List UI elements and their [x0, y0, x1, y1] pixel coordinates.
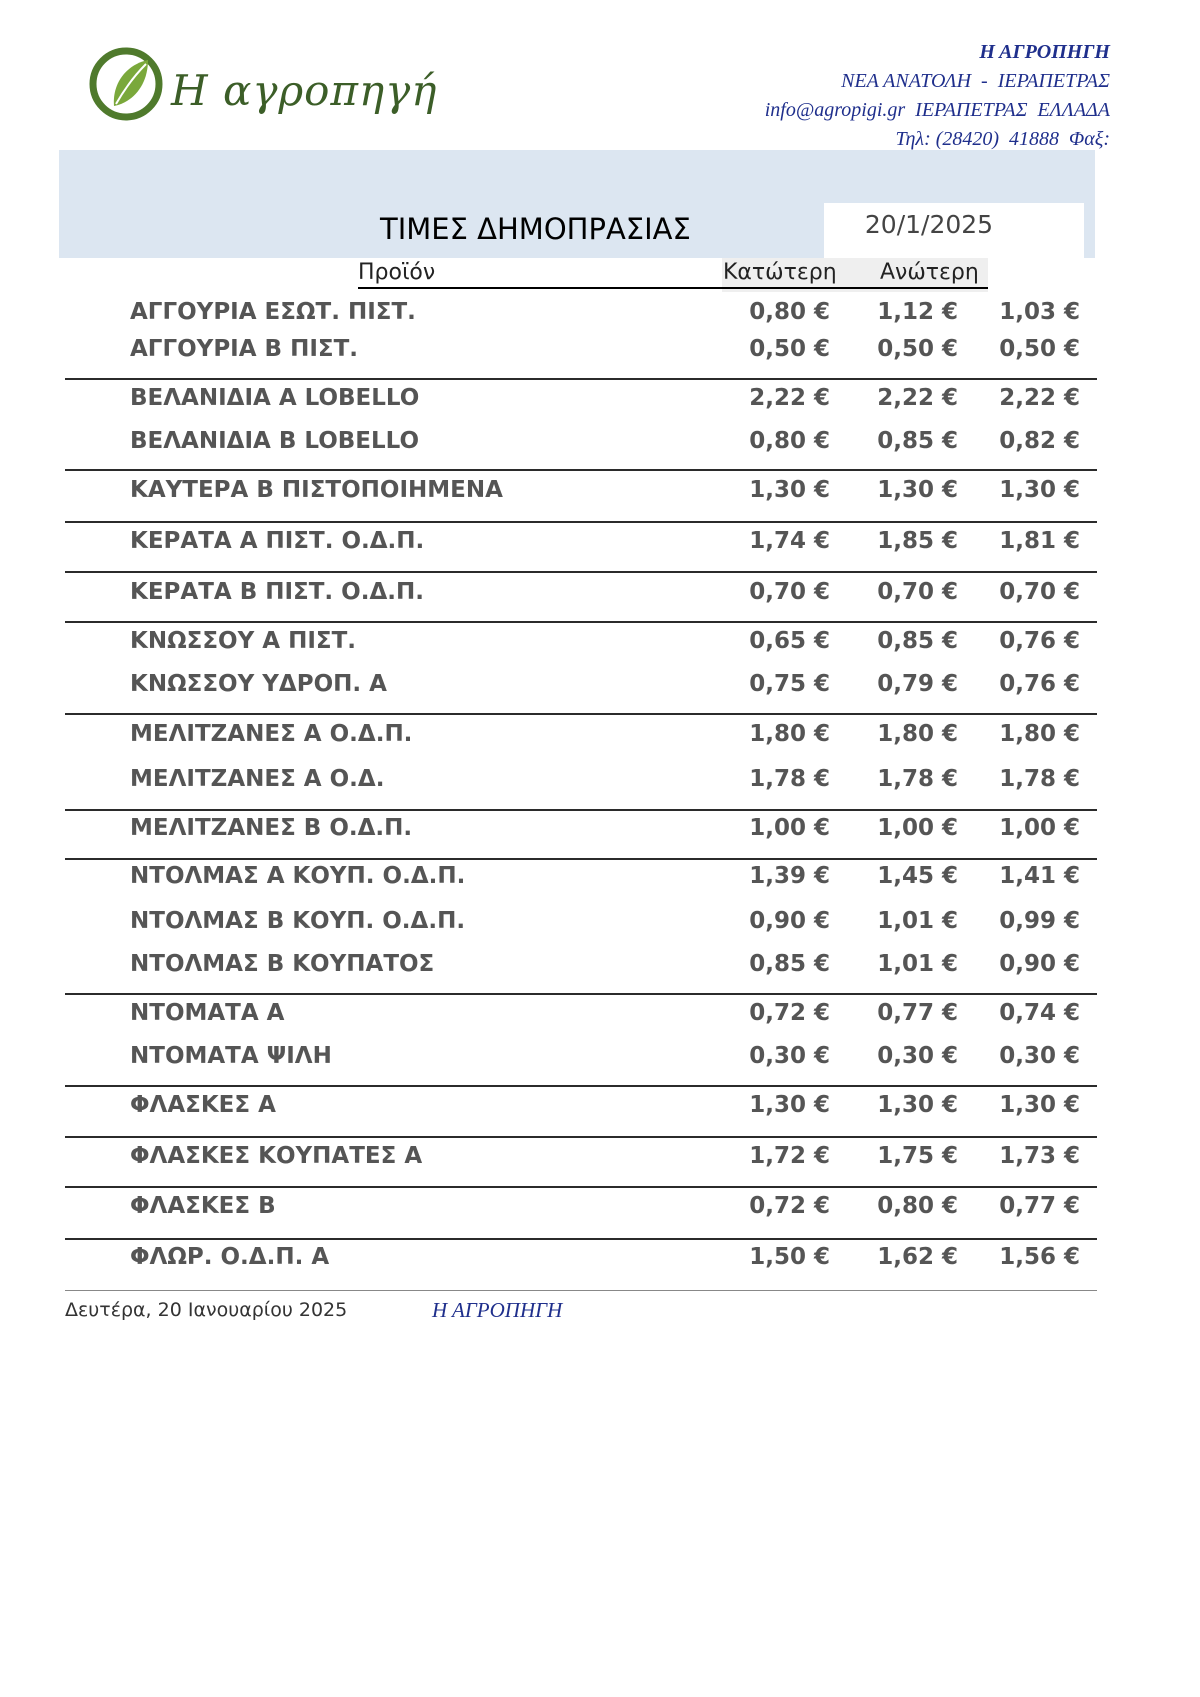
table-row: [0, 995, 1200, 1035]
price-high: 1,01 €: [877, 908, 958, 934]
price-high: 0,85 €: [877, 628, 958, 654]
price-low: 0,72 €: [749, 1193, 830, 1219]
auction-date: 20/1/2025: [864, 210, 994, 239]
product-name: ΝΤΟΛΜΑΣ Α ΚΟΥΠ. Ο.Δ.Π.: [130, 863, 466, 889]
page-title: ΤΙΜΕΣ ΔΗΜΟΠΡΑΣΙΑΣ: [380, 212, 691, 246]
company-email-line: info@agropigi.gr ΙΕΡΑΠΕΤΡΑΣ ΕΛΛΑΔΑ: [764, 99, 1110, 121]
group-divider: [65, 1290, 1097, 1291]
price-avg: 1,56 €: [999, 1244, 1080, 1270]
product-name: ΒΕΛΑΝΙΔΙΑ Β LOBELLO: [130, 428, 420, 454]
price-avg: 1,80 €: [999, 721, 1080, 747]
price-high: 1,62 €: [877, 1244, 958, 1270]
table-row: [0, 1138, 1200, 1178]
price-high: 0,70 €: [877, 579, 958, 605]
price-high: 0,85 €: [877, 428, 958, 454]
header-underline: [358, 287, 988, 289]
group-divider: [65, 713, 1097, 715]
table-row: [0, 623, 1200, 663]
price-avg: 0,50 €: [999, 336, 1080, 362]
price-avg: 0,90 €: [999, 951, 1080, 977]
table-row: [0, 294, 1200, 334]
table-row: [0, 472, 1200, 512]
group-divider: [65, 571, 1097, 573]
price-avg: 0,76 €: [999, 671, 1080, 697]
price-high: 1,75 €: [877, 1143, 958, 1169]
price-low: 0,75 €: [749, 671, 830, 697]
price-high: 1,85 €: [877, 528, 958, 554]
price-high: 1,30 €: [877, 477, 958, 503]
price-low: 1,30 €: [749, 477, 830, 503]
product-name: ΜΕΛΙΤΖΑΝΕΣ Α Ο.Δ.: [130, 766, 385, 792]
product-name: ΑΓΓΟΥΡΙΑ ΕΣΩΤ. ΠΙΣΤ.: [130, 299, 416, 325]
product-name: ΜΕΛΙΤΖΑΝΕΣ Β Ο.Δ.Π.: [130, 815, 413, 841]
product-name: ΦΛΑΣΚΕΣ ΚΟΥΠΑΤΕΣ Α: [130, 1143, 423, 1169]
price-low: 1,39 €: [749, 863, 830, 889]
product-name: ΚΑΥΤΕΡΑ Β ΠΙΣΤΟΠΟΙΗΜΕΝΑ: [130, 477, 503, 503]
price-avg: 1,81 €: [999, 528, 1080, 554]
price-avg: 1,03 €: [999, 299, 1080, 325]
column-header-high: Ανώτερη: [880, 260, 979, 285]
price-avg: 1,30 €: [999, 477, 1080, 503]
price-avg: 0,76 €: [999, 628, 1080, 654]
table-row: [0, 810, 1200, 850]
company-phone-line: Τηλ: (28420) 41888 Φαξ:: [895, 128, 1110, 150]
table-row: [0, 1038, 1200, 1078]
logo-text: Η αγροπηγή: [171, 66, 438, 115]
product-name: ΚΕΡΑΤΑ Α ΠΙΣΤ. Ο.Δ.Π.: [130, 528, 425, 554]
price-avg: 1,30 €: [999, 1092, 1080, 1118]
price-high: 0,30 €: [877, 1043, 958, 1069]
company-info: [765, 38, 1110, 154]
table-row: [0, 574, 1200, 614]
column-header-product: Προϊόν: [358, 260, 436, 285]
company-logo: [86, 44, 438, 144]
table-row: [0, 423, 1200, 463]
price-low: 0,30 €: [749, 1043, 830, 1069]
table-row: [0, 523, 1200, 563]
price-low: 1,80 €: [749, 721, 830, 747]
price-avg: 1,73 €: [999, 1143, 1080, 1169]
product-name: ΚΝΩΣΣΟΥ ΥΔΡΟΠ. Α: [130, 671, 387, 697]
group-divider: [65, 469, 1097, 471]
price-low: 1,72 €: [749, 1143, 830, 1169]
price-high: 1,45 €: [877, 863, 958, 889]
table-row: [0, 1087, 1200, 1127]
footer-company: Η ΑΓΡΟΠΗΓΗ: [432, 1298, 563, 1322]
price-avg: 0,82 €: [999, 428, 1080, 454]
table-row: [0, 380, 1200, 420]
product-name: ΝΤΟΜΑΤΑ Α: [130, 1000, 285, 1026]
price-low: 1,78 €: [749, 766, 830, 792]
product-name: ΝΤΟΜΑΤΑ ΨΙΛΗ: [130, 1043, 332, 1069]
leaf-circle-icon: [86, 44, 166, 124]
product-name: ΑΓΓΟΥΡΙΑ Β ΠΙΣΤ.: [130, 336, 359, 362]
product-name: ΝΤΟΛΜΑΣ Β ΚΟΥΠ. Ο.Δ.Π.: [130, 908, 466, 934]
price-high: 1,30 €: [877, 1092, 958, 1118]
product-name: ΦΛΑΣΚΕΣ Α: [130, 1092, 276, 1118]
price-avg: 0,30 €: [999, 1043, 1080, 1069]
price-high: 0,79 €: [877, 671, 958, 697]
price-high: 1,01 €: [877, 951, 958, 977]
price-avg: 0,99 €: [999, 908, 1080, 934]
product-name: ΒΕΛΑΝΙΔΙΑ Α LOBELLO: [130, 385, 420, 411]
price-avg: 0,70 €: [999, 579, 1080, 605]
table-row: [0, 1188, 1200, 1228]
company-address: ΝΕΑ ΑΝΑΤΟΛΗ - ΙΕΡΑΠΕΤΡΑΣ: [841, 70, 1110, 92]
footer-date: Δευτέρα, 20 Ιανουαρίου 2025: [65, 1299, 348, 1321]
product-name: ΜΕΛΙΤΖΑΝΕΣ Α Ο.Δ.Π.: [130, 721, 413, 747]
price-high: 1,80 €: [877, 721, 958, 747]
price-low: 1,74 €: [749, 528, 830, 554]
table-row: [0, 716, 1200, 756]
price-high: 0,50 €: [877, 336, 958, 362]
price-avg: 0,74 €: [999, 1000, 1080, 1026]
price-high: 0,77 €: [877, 1000, 958, 1026]
table-row: [0, 1239, 1200, 1279]
price-high: 2,22 €: [877, 385, 958, 411]
table-row: [0, 946, 1200, 986]
product-name: ΝΤΟΛΜΑΣ Β ΚΟΥΠΑΤΟΣ: [130, 951, 435, 977]
product-name: ΦΛΑΣΚΕΣ Β: [130, 1193, 276, 1219]
table-row: [0, 666, 1200, 706]
price-low: 0,65 €: [749, 628, 830, 654]
table-row: [0, 761, 1200, 801]
price-avg: 0,77 €: [999, 1193, 1080, 1219]
column-header-low: Κατώτερη: [723, 260, 837, 285]
price-avg: 1,41 €: [999, 863, 1080, 889]
price-avg: 1,78 €: [999, 766, 1080, 792]
price-high: 1,12 €: [877, 299, 958, 325]
column-header-row: [0, 258, 1200, 290]
table-row: [0, 331, 1200, 371]
price-avg: 1,00 €: [999, 815, 1080, 841]
price-low: 1,00 €: [749, 815, 830, 841]
price-low: 0,80 €: [749, 428, 830, 454]
product-name: ΦΛΩΡ. Ο.Δ.Π. Α: [130, 1244, 330, 1270]
product-name: ΚΝΩΣΣΟΥ Α ΠΙΣΤ.: [130, 628, 357, 654]
table-row: [0, 858, 1200, 898]
price-low: 0,72 €: [749, 1000, 830, 1026]
price-low: 0,85 €: [749, 951, 830, 977]
price-avg: 2,22 €: [999, 385, 1080, 411]
product-name: ΚΕΡΑΤΑ Β ΠΙΣΤ. Ο.Δ.Π.: [130, 579, 424, 605]
company-name: Η ΑΓΡΟΠΗΓΗ: [979, 41, 1110, 63]
price-low: 0,70 €: [749, 579, 830, 605]
price-low: 1,50 €: [749, 1244, 830, 1270]
price-low: 1,30 €: [749, 1092, 830, 1118]
table-row: [0, 903, 1200, 943]
price-high: 1,78 €: [877, 766, 958, 792]
price-low: 0,80 €: [749, 299, 830, 325]
price-low: 0,50 €: [749, 336, 830, 362]
price-high: 0,80 €: [877, 1193, 958, 1219]
price-low: 2,22 €: [749, 385, 830, 411]
price-low: 0,90 €: [749, 908, 830, 934]
price-high: 1,00 €: [877, 815, 958, 841]
